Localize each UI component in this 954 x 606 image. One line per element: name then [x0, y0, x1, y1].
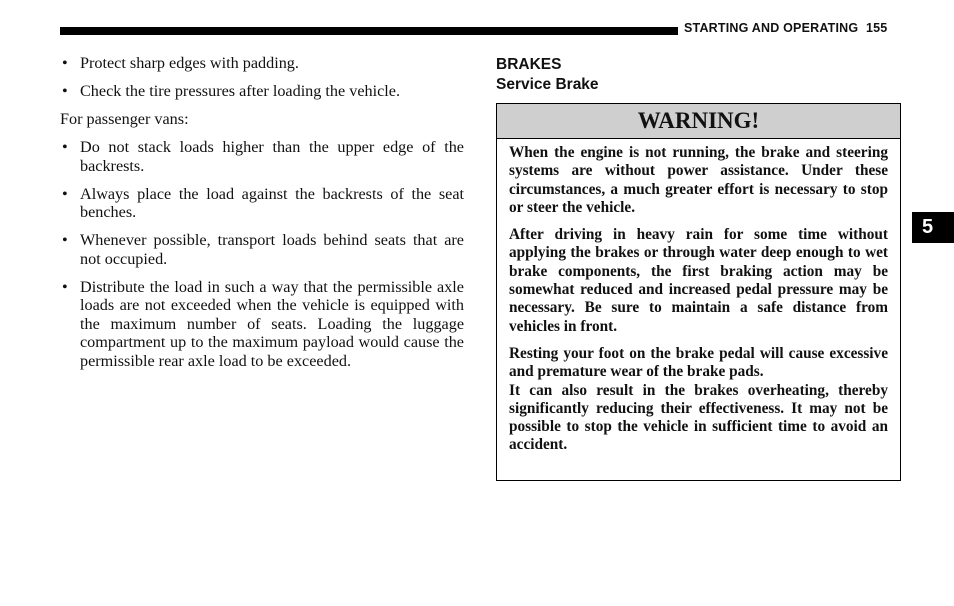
- passenger-vans-intro: For passenger vans:: [60, 110, 189, 128]
- list-item: • Do not stack loads higher than the upper edge of the backrests.: [62, 138, 464, 175]
- warning-paragraph: When the engine is not running, the brake and steering systems are without power assistance. Under these circumstances, a much greater effort is necessary to stop or steer the vehicle.: [509, 144, 888, 216]
- section-heading-brakes: BRAKES: [496, 56, 562, 73]
- warning-paragraph: It can also result in the brakes overheating, thereby significantly reducing their effectiveness. It may not be possible to stop the vehicle in sufficient time to avoid an accident.: [509, 381, 888, 454]
- page-number: 155: [866, 21, 888, 35]
- subheading-service-brake: Service Brake: [496, 76, 599, 93]
- list-item: • Always place the load against the backrests of the seat benches.: [62, 184, 464, 221]
- warning-title: WARNING!: [497, 104, 900, 139]
- bullet-list-vans: [60, 138, 464, 370]
- bullet-list-top: [60, 54, 464, 101]
- warning-paragraph: Resting your foot on the brake pedal will cause excessive and premature wear of the brake pads.: [509, 344, 888, 381]
- header-rule: [60, 27, 678, 35]
- list-item: • Protect sharp edges with padding.: [62, 54, 299, 72]
- right-column: [496, 55, 901, 481]
- warning-paragraph: After driving in heavy rain for some time without applying the brakes or through water deep enough to wet brake components, the first braking action may be somewhat reduced and increased pedal pressure may be necessary. Be sure to maintain a safe distance from vehicles in front.: [509, 226, 888, 335]
- list-item: • Distribute the load in such a way that the permissible axle loads are not exceeded when the vehicle is equipped with the maximum number of seats. Loading the luggage compartment up to the maximum payload would cause the permissible rear axle load to be exceeded.: [62, 277, 464, 370]
- left-column: [60, 54, 464, 380]
- warning-box: [496, 103, 901, 481]
- section-name: STARTING AND OPERATING: [684, 21, 859, 35]
- list-item: • Whenever possible, transport loads behind seats that are not occupied.: [62, 231, 464, 268]
- chapter-tab: 5: [912, 212, 954, 243]
- list-item: • Check the tire pressures after loading the vehicle.: [62, 82, 401, 100]
- warning-body: [497, 139, 900, 455]
- running-header: [684, 21, 887, 35]
